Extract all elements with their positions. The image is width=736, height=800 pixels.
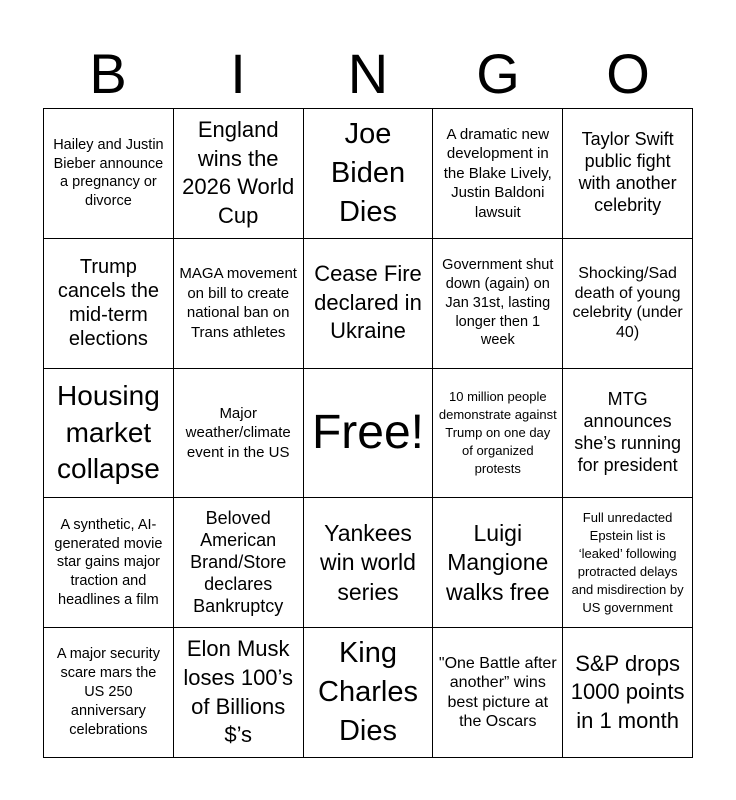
bingo-cell-r4c2[interactable] bbox=[174, 498, 304, 628]
bingo-cell-r1c3[interactable] bbox=[304, 109, 434, 239]
bingo-cell-r4c4[interactable] bbox=[433, 498, 563, 628]
cell-text: Shocking/Sad death of young celebrity (under 40) bbox=[572, 265, 683, 341]
bingo-header bbox=[43, 40, 693, 108]
cell-text: King Charles Dies bbox=[318, 636, 418, 748]
bingo-cell-r5c3[interactable] bbox=[304, 628, 434, 758]
bingo-cell-r1c4[interactable] bbox=[433, 109, 563, 239]
cell-text: Elon Musk loses 100’s of Billions $’s bbox=[183, 636, 294, 748]
bingo-cell-r4c3[interactable] bbox=[304, 498, 434, 628]
bingo-cell-r3c4[interactable] bbox=[433, 369, 563, 499]
header-letter-g: G bbox=[476, 42, 520, 105]
bingo-board bbox=[43, 108, 693, 758]
cell-text: Beloved American Brand/Store declares Bankruptcy bbox=[190, 507, 287, 616]
bingo-cell-r1c1[interactable] bbox=[44, 109, 174, 239]
cell-text: England wins the 2026 World Cup bbox=[182, 117, 295, 228]
cell-text: Luigi Mangione walks free bbox=[446, 519, 550, 605]
bingo-cell-free[interactable] bbox=[304, 369, 434, 499]
cell-text: Yankees win world series bbox=[320, 519, 416, 605]
cell-text: Major weather/climate event in the US bbox=[185, 404, 291, 461]
bingo-cell-r1c2[interactable] bbox=[174, 109, 304, 239]
bingo-cell-r3c2[interactable] bbox=[174, 369, 304, 499]
bingo-cell-r2c4[interactable] bbox=[433, 239, 563, 369]
cell-text: Taylor Swift public fight with another celebrity bbox=[578, 129, 677, 216]
bingo-cell-r3c1[interactable] bbox=[44, 369, 174, 499]
cell-text: Trump cancels the mid-term elections bbox=[57, 256, 159, 351]
cell-text: A dramatic new development in the Blake Lively, Justin Baldoni lawsuit bbox=[443, 125, 552, 221]
header-letter-o: O bbox=[606, 42, 650, 105]
header-letter-n: N bbox=[347, 42, 389, 105]
header-letter-i: I bbox=[230, 42, 246, 105]
bingo-cell-r2c5[interactable] bbox=[563, 239, 693, 369]
cell-text: Hailey and Justin Bieber announce a pregnancy or divorce bbox=[53, 136, 164, 210]
cell-text: A major security scare mars the US 250 anniversary celebrations bbox=[56, 646, 160, 738]
cell-text: S&P drops 1000 points in 1 month bbox=[570, 650, 685, 733]
bingo-cell-r2c2[interactable] bbox=[174, 239, 304, 369]
cell-text: MAGA movement on bill to create national ban on Trans athletes bbox=[179, 265, 297, 341]
cell-text: Full unredacted Epstein list is ‘leaked’ following protracted delays and misdirection by US government bbox=[571, 509, 684, 615]
bingo-cell-r5c4[interactable] bbox=[433, 628, 563, 758]
bingo-cell-r3c5[interactable] bbox=[563, 369, 693, 499]
cell-text: 10 million people demonstrate against Trump on one day of organized protests bbox=[438, 389, 557, 476]
cell-text: Government shut down (again) on Jan 31st, lasting longer then 1 week bbox=[442, 257, 554, 349]
cell-text: Joe Biden Dies bbox=[330, 117, 406, 228]
bingo-cell-r2c3[interactable] bbox=[304, 239, 434, 369]
bingo-cell-r2c1[interactable] bbox=[44, 239, 174, 369]
bingo-cell-r4c5[interactable] bbox=[563, 498, 693, 628]
bingo-cell-r4c1[interactable] bbox=[44, 498, 174, 628]
bingo-cell-r5c1[interactable] bbox=[44, 628, 174, 758]
header-letter-b: B bbox=[89, 42, 127, 105]
bingo-cell-r5c2[interactable] bbox=[174, 628, 304, 758]
bingo-cell-r5c5[interactable] bbox=[563, 628, 693, 758]
free-space-label: Free! bbox=[311, 405, 424, 459]
cell-text: "One Battle after another” wins best picture at the Oscars bbox=[438, 654, 557, 731]
cell-text: Cease Fire declared in Ukraine bbox=[314, 261, 422, 344]
bingo-cell-r1c5[interactable] bbox=[563, 109, 693, 239]
cell-text: MTG announces she’s running for president bbox=[574, 389, 681, 475]
cell-text: A synthetic, AI-generated movie star gains major traction and headlines a film bbox=[54, 516, 163, 609]
cell-text: Housing market collapse bbox=[57, 380, 160, 485]
